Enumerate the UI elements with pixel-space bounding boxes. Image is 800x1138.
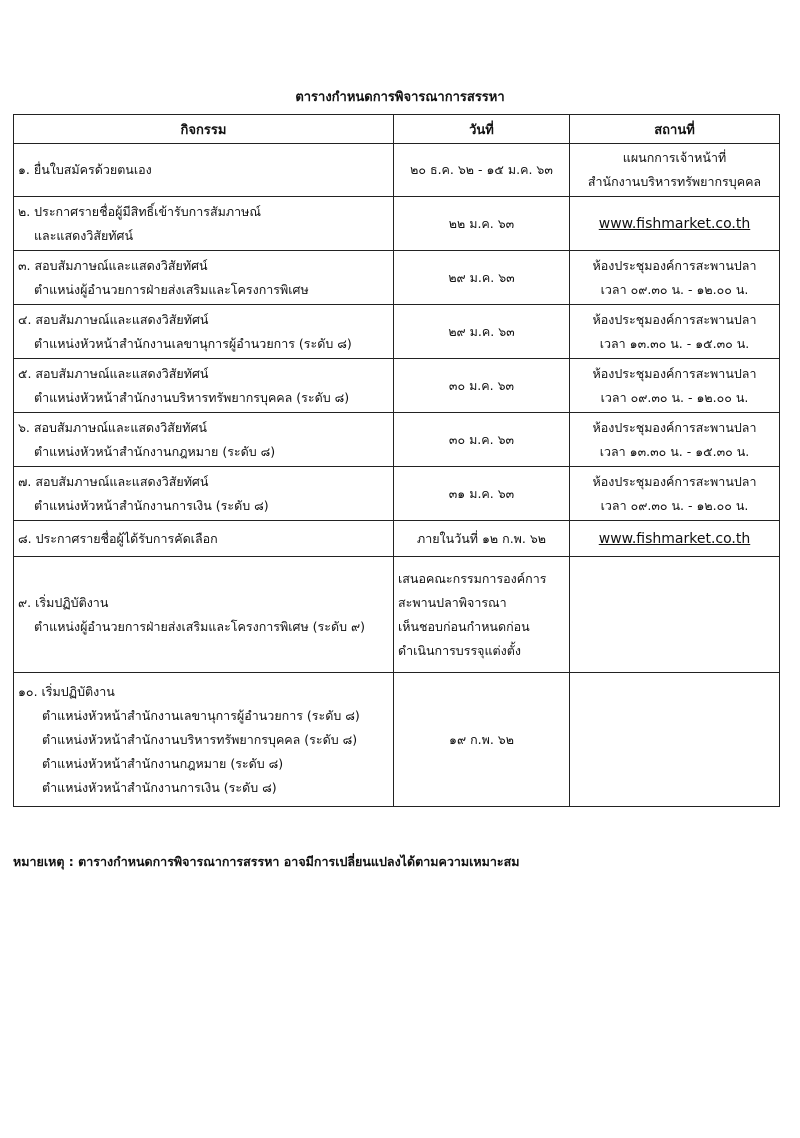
table-row [14, 144, 780, 197]
activity-cell: ๑. ยื่นใบสมัครด้วยตนเอง [14, 144, 394, 197]
table-row [14, 521, 780, 557]
date-cell: ๒๙ ม.ค. ๖๓ [394, 305, 570, 359]
date-cell: ภายในวันที่ ๑๒ ก.พ. ๖๒ [394, 521, 570, 557]
date-cell: ๓๑ ม.ค. ๖๓ [394, 467, 570, 521]
header-place: สถานที่ [570, 115, 780, 144]
date-cell: เสนอคณะกรรมการองค์การ สะพานปลาพิจารณา เห็นชอบก่อนกำหนดก่อน ดำเนินการบรรจุแต่งตั้ง [394, 557, 570, 673]
table-row [14, 467, 780, 521]
place-cell: ห้องประชุมองค์การสะพานปลา เวลา ๐๙.๓๐ น. - ๑๒.๐๐ น. [570, 467, 780, 521]
table-row [14, 557, 780, 673]
date-cell: ๒๙ ม.ค. ๖๓ [394, 251, 570, 305]
date-cell: ๓๐ ม.ค. ๖๓ [394, 359, 570, 413]
date-cell: ๑๙ ก.พ. ๖๒ [394, 673, 570, 807]
table-header-row [14, 115, 780, 144]
place-cell: ห้องประชุมองค์การสะพานปลา เวลา ๑๓.๓๐ น. - ๑๕.๓๐ น. [570, 413, 780, 467]
place-cell: ห้องประชุมองค์การสะพานปลา เวลา ๐๙.๓๐ น. - ๑๒.๐๐ น. [570, 359, 780, 413]
date-cell: ๒๐ ธ.ค. ๖๒ - ๑๕ ม.ค. ๖๓ [394, 144, 570, 197]
activity-cell: ๓. สอบสัมภาษณ์และแสดงวิสัยทัศน์ ตำแหน่งผู้อำนวยการฝ่ายส่งเสริมและโครงการพิเศษ [14, 251, 394, 305]
activity-cell: ๖. สอบสัมภาษณ์และแสดงวิสัยทัศน์ ตำแหน่งหัวหน้าสำนักงานกฎหมาย (ระดับ ๘) [14, 413, 394, 467]
activity-cell: ๒. ประกาศรายชื่อผู้มีสิทธิ์เข้ารับการสัมภาษณ์ และแสดงวิสัยทัศน์ [14, 197, 394, 251]
activity-cell: ๔. สอบสัมภาษณ์และแสดงวิสัยทัศน์ ตำแหน่งหัวหน้าสำนักงานเลขานุการผู้อำนวยการ (ระดับ ๘) [14, 305, 394, 359]
table-row [14, 673, 780, 807]
activity-cell: ๗. สอบสัมภาษณ์และแสดงวิสัยทัศน์ ตำแหน่งหัวหน้าสำนักงานการเงิน (ระดับ ๘) [14, 467, 394, 521]
footnote: หมายเหตุ : ตารางกำหนดการพิจารณาการสรรหา อาจมีการเปลี่ยนแปลงได้ตามความเหมาะสม [13, 854, 520, 869]
page-title: ตารางกำหนดการพิจารณาการสรรหา [295, 90, 505, 105]
activity-cell: ๙. เริ่มปฏิบัติงาน ตำแหน่งผู้อำนวยการฝ่ายส่งเสริมและโครงการพิเศษ (ระดับ ๙) [14, 557, 394, 673]
table-row [14, 413, 780, 467]
activity-cell: ๘. ประกาศรายชื่อผู้ได้รับการคัดเลือก [14, 521, 394, 557]
date-cell: ๒๒ ม.ค. ๖๓ [394, 197, 570, 251]
place-cell: แผนกการเจ้าหน้าที่ สำนักงานบริหารทรัพยากรบุคคล [570, 144, 780, 197]
fishmarket-link[interactable]: www.fishmarket.co.th [598, 215, 751, 232]
table-row [14, 197, 780, 251]
fishmarket-link[interactable]: www.fishmarket.co.th [598, 530, 751, 547]
table-row [14, 305, 780, 359]
place-cell: ห้องประชุมองค์การสะพานปลา เวลา ๑๓.๓๐ น. - ๑๕.๓๐ น. [570, 305, 780, 359]
place-cell [570, 557, 780, 673]
header-date: วันที่ [394, 115, 570, 144]
date-cell: ๓๐ ม.ค. ๖๓ [394, 413, 570, 467]
header-activity: กิจกรรม [14, 115, 394, 144]
place-cell [570, 197, 780, 251]
activity-cell: ๑๐. เริ่มปฏิบัติงาน ตำแหน่งหัวหน้าสำนักงานเลขานุการผู้อำนวยการ (ระดับ ๘) ตำแหน่งหัวหน้าสำนักงานบริหารทรัพยากรบุคคล (ระดับ ๘) ตำแหน่งหัวหน้าสำนักงานกฎหมาย (ระดับ ๘) ตำแหน่งหัวหน้าสำนักงานการเงิน (ระดับ ๘) [14, 673, 394, 807]
table-row [14, 251, 780, 305]
activity-cell: ๕. สอบสัมภาษณ์และแสดงวิสัยทัศน์ ตำแหน่งหัวหน้าสำนักงานบริหารทรัพยากรบุคคล (ระดับ ๘) [14, 359, 394, 413]
place-cell [570, 673, 780, 807]
schedule-table [13, 114, 780, 807]
place-cell [570, 521, 780, 557]
place-cell: ห้องประชุมองค์การสะพานปลา เวลา ๐๙.๓๐ น. - ๑๒.๐๐ น. [570, 251, 780, 305]
table-row [14, 359, 780, 413]
